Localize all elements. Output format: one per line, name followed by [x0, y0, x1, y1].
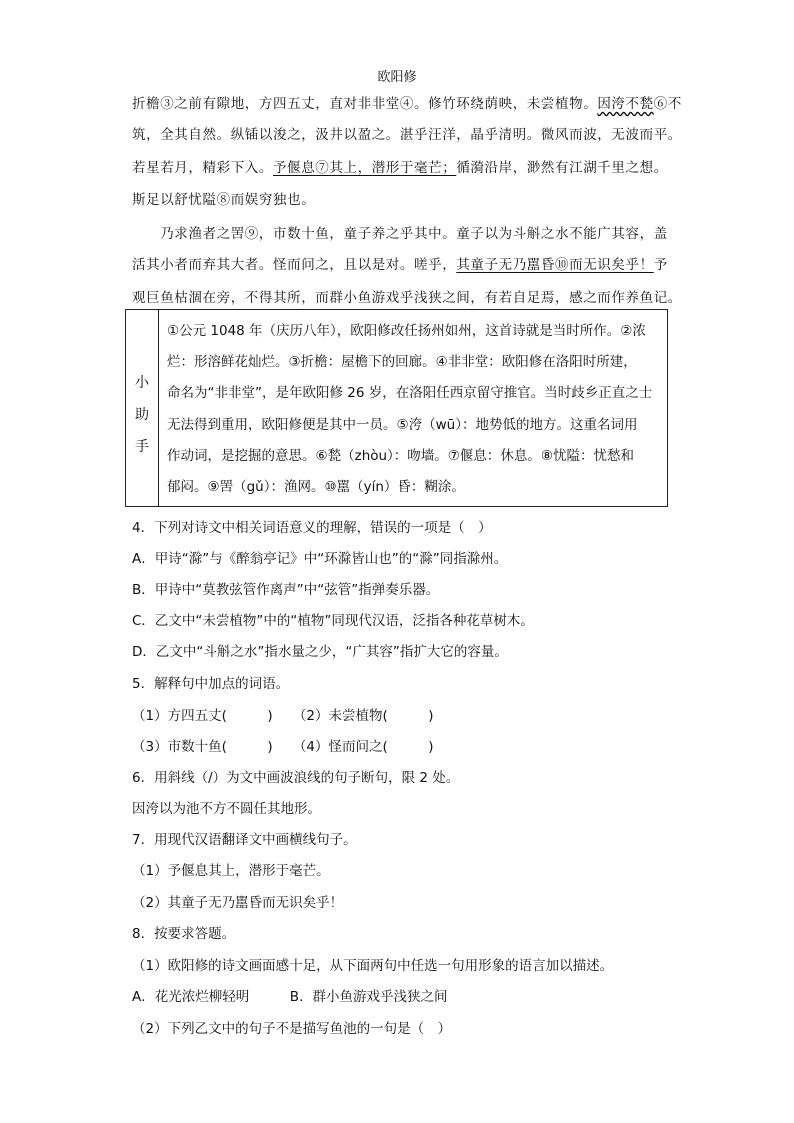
passage-text: 循漪沿岸，渺然有江湖千里之想。 — [456, 160, 668, 176]
passage-text: 折檐③之前有隙地，方四五丈，直对非非堂④。修竹环绕荫映，未尝植物。 — [132, 96, 598, 112]
helper-notes — [167, 316, 663, 503]
helper-label-char: 手 — [135, 439, 149, 455]
passage-line — [132, 152, 667, 184]
question-line: 7．用现代汉语翻译文中画横线句子。 — [132, 832, 357, 848]
question-line: 8．按要求答题。 — [132, 926, 236, 942]
underlined-sentence: 予偃息⑦其上，潜形于毫芒； — [273, 160, 457, 176]
wavy-underlined-sentence: 因洿不甃 — [597, 96, 654, 112]
question-line: C．乙文中“未尝植物”中的“植物”同现代汉语，泛指各种花草树木。 — [132, 613, 534, 629]
question-line: 6．用斜线（/）为文中画波浪线的句子断句，限 2 处。 — [132, 770, 460, 786]
question-line: （1）方四五丈( ) （2）未尝植物( ) — [132, 708, 434, 724]
question-line: A．甲诗“滁”与《醉翁亭记》中“环滁皆山也”的“滁”同指滁州。 — [132, 551, 508, 567]
passage-text: 活其小者而弃其大者。怪而问之，且以是对。嗟乎， — [132, 257, 457, 273]
helper-note-line: ①公元 1048 年（庆历八年），欧阳修改任扬州如州，这首诗就是当时所作。②浓 — [167, 323, 646, 339]
question-line: （3）市数十鱼( ) （4）怪而问之( ) — [132, 739, 434, 755]
passage-line — [132, 184, 667, 216]
underlined-sentence: 其童子无乃嚚昏⑩而无识矣乎！ — [456, 257, 654, 273]
question-line: B．甲诗中“莫教弦管作离声”中“弦管”指弹奏乐器。 — [132, 582, 440, 598]
author-name: 欧阳修 — [377, 70, 417, 85]
passage-line — [132, 249, 667, 281]
passage-text: 予 — [653, 257, 668, 273]
helper-label-char: 小 — [135, 375, 149, 391]
question-line: 5．解释句中加点的词语。 — [132, 676, 290, 692]
passage-text: 斯足以舒忧隘⑧而娱穷独也。 — [132, 192, 316, 208]
passage-line — [132, 88, 682, 120]
question-line: 4．下列对诗文中相关词语意义的理解，错误的一项是（ ） — [132, 520, 492, 536]
question-line: （2）下列乙文中的句子不是描写鱼池的一句是（ ） — [132, 1021, 452, 1037]
question-line: （1）予偃息其上，潜形于毫芒。 — [132, 863, 330, 879]
passage-text: 乃求渔者之罟⑨，市数十鱼，童子养之乎其中。童子以为斗斛之水不能广其容，盖 — [132, 226, 668, 242]
question-line: D．乙文中“斗斛之水”指水量之少，“广其容”指扩大它的容量。 — [132, 644, 508, 660]
passage-text: 筑，全其自然。纵锸以浚之，汲井以盈之。湛乎汪洋，晶乎清明。微风而波，无波而平。 — [132, 127, 682, 143]
helper-note-line: 命名为“非非堂”，是年欧阳修 26 岁，在洛阳任西京留守推官。当时歧乡正直之士 — [167, 385, 653, 402]
helper-note-line: 烂：形溶鲜花灿烂。③折檐：屋檐下的回廊。④非非堂：欧阳修在洛阳时所建， — [167, 354, 637, 371]
question-line: 因洿以为池不方不圆任其地形。 — [132, 801, 321, 817]
helper-note-line: 作动词，是挖掘的意思。⑥甃（zhòu）：吻墙。⑦偃息：休息。⑧忧隘：忧愁和 — [167, 447, 635, 464]
passage-text: ⑥不 — [653, 96, 682, 112]
helper-note-line: 郁闷。⑨罟（gǔ）：渔网。⑩嚚（yín）昏：糊涂。 — [167, 479, 465, 496]
question-line: A．花光浓烂柳轻明 B．群小鱼游戏乎浅狭之间 — [132, 989, 448, 1005]
helper-box — [125, 309, 668, 507]
passage-line — [132, 218, 667, 250]
helper-label-column — [126, 310, 159, 506]
passage-text: 若星若月，精彩下入。 — [132, 160, 273, 176]
helper-label-char: 助 — [135, 407, 149, 423]
passage-line — [132, 119, 682, 151]
helper-note-line: 无法得到重用，欧阳修便是其中一员。⑤洿（wū）：地势低的地方。这重名词用 — [167, 416, 638, 433]
question-line: （1）欧阳修的诗文画面感十足，从下面两句中任选一句用形象的语言加以描述。 — [132, 958, 614, 974]
passage-text: 观巨鱼枯涸在旁，不得其所，而群小鱼游戏乎浅狭之间，有若自足焉，感之而作养鱼记。 — [132, 290, 682, 306]
question-line: （2）其童子无乃嚚昏而无识矣乎！ — [132, 895, 344, 911]
